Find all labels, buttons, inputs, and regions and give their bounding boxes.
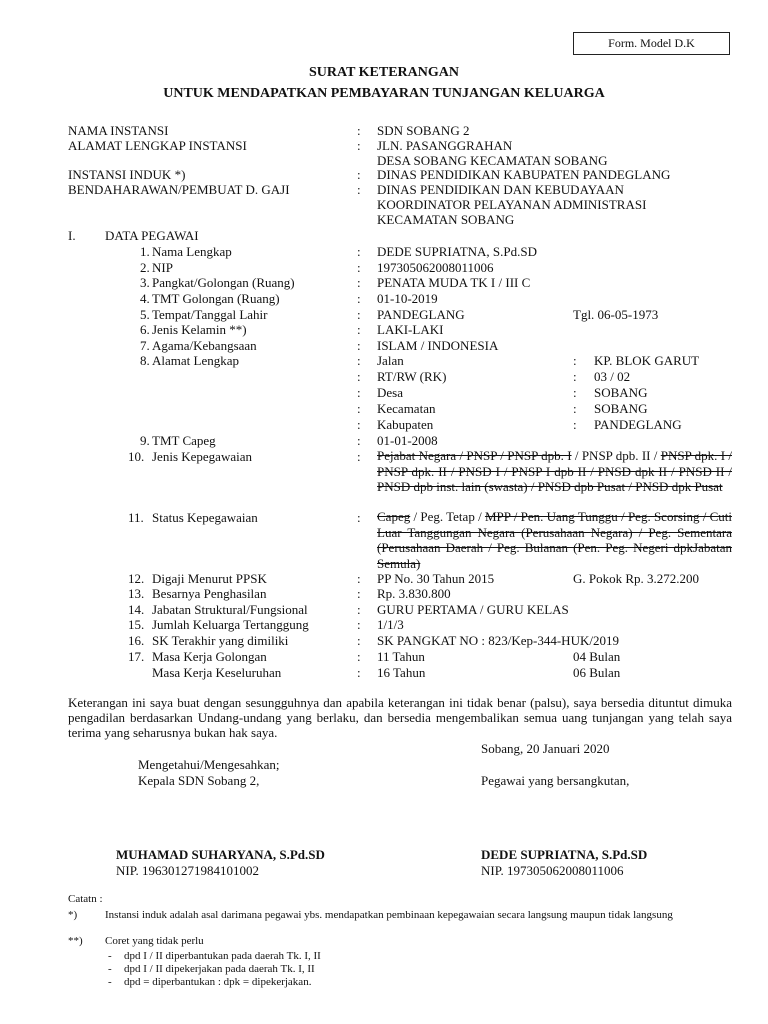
item-number: 2.: [140, 260, 150, 275]
item-label: Jumlah Keluarga Tertanggung: [152, 617, 309, 632]
item-value-secondary: 04 Bulan: [573, 649, 621, 664]
item-value: 01-10-2019: [377, 291, 438, 306]
note-marker: *): [68, 909, 78, 921]
item-value: Rp. 3.830.800: [377, 586, 451, 601]
selected-option: / PNSP dpb. II /: [571, 448, 661, 463]
bullet-text: dpd = diperbantukan : dpk = dipekerjakan.: [124, 976, 312, 988]
colon: :: [357, 665, 361, 680]
item-value: 1/1/3: [377, 617, 404, 632]
item-number: 13.: [128, 586, 145, 601]
item-label: Masa Kerja Keseluruhan: [152, 665, 282, 680]
colon: :: [357, 433, 361, 448]
address-kabupaten-label: Kabupaten: [377, 417, 434, 432]
colon: :: [357, 510, 361, 525]
colon: :: [357, 307, 361, 322]
colon: :: [357, 353, 361, 368]
bendahara-label: BENDAHARAWAN/PEMBUAT D. GAJI: [68, 182, 290, 197]
selected-option: / Peg. Tetap /: [410, 509, 485, 524]
item-number: 12.: [128, 571, 145, 586]
struck-option: MPP / Pen. Uang Tunggu / Peg. Scorsing / Cuti Luar Tanggungan Negara (Perusahaan Negara) / Peg. Sementara (Perusahaan Daerah / Peg. Bulanan (Pen. Peg. Negeri dpkJabatan Semula): [377, 509, 732, 571]
form-model-box: Form. Model D.K: [573, 32, 730, 55]
colon: :: [357, 417, 361, 432]
mengetahui-label: Mengetahui/Mengesahkan;: [138, 757, 280, 772]
alamat-instansi-label: ALAMAT LENGKAP INSTANSI: [68, 138, 247, 153]
item-label: Jenis Kepegawaian: [152, 449, 252, 464]
item-label: TMT Capeg: [152, 433, 216, 448]
note-text: Instansi induk adalah asal darimana pegawai ybs. mendapatkan pembinaan kepegawaian secara langsung maupun tidak langsung: [105, 909, 673, 921]
address-desa-value: SOBANG: [594, 385, 648, 400]
document-subtitle: UNTUK MENDAPATKAN PEMBAYARAN TUNJANGAN KELUARGA: [163, 86, 605, 101]
bullet-text: dpd I / II diperbantukan pada daerah Tk. I, II: [124, 950, 321, 962]
colon: :: [573, 353, 577, 368]
colon: :: [357, 369, 361, 384]
item-value-secondary: Tgl. 06-05-1973: [573, 307, 659, 322]
section-number: I.: [68, 228, 76, 243]
address-jalan-label: Jalan: [377, 353, 404, 368]
item-label: Agama/Kebangsaan: [152, 338, 257, 353]
document-title: SURAT KETERANGAN: [308, 65, 459, 80]
colon: :: [357, 123, 361, 138]
item-value: PENATA MUDA TK I / III C: [377, 275, 531, 290]
note-marker: **): [68, 935, 83, 947]
item-number: 3.: [140, 275, 150, 290]
item-label: NIP: [152, 260, 173, 275]
bullet-dash: -: [108, 950, 112, 962]
item-number: 9.: [140, 433, 150, 448]
signer-left-name: MUHAMAD SUHARYANA, S.Pd.SD: [116, 847, 325, 862]
item-number: 11.: [128, 510, 144, 525]
struck-option: Capeg: [377, 509, 411, 524]
item-number: 8.: [140, 353, 150, 368]
place-date: Sobang, 20 Januari 2020: [481, 741, 610, 756]
address-kecamatan-label: Kecamatan: [377, 401, 436, 416]
statement-paragraph: Keterangan ini saya buat dengan sesungguhnya dan apabila keterangan ini tidak benar (palsu), saya bersedia dituntut dimuka pengadilan berdasarkan Undang-undang yang berlaku, dan bersedia mengembalikan semua uang tunjangan yang telah saya terima yang seharusnya bukan hak saya.: [68, 695, 732, 740]
item-value: 11 Tahun: [377, 649, 425, 664]
item-value: SK PANGKAT NO : 823/Kep-344-HUK/2019: [377, 633, 619, 648]
signer-right-nip: NIP. 197305062008011006: [481, 863, 624, 878]
address-desa-label: Desa: [377, 385, 403, 400]
item-label: Tempat/Tanggal Lahir: [152, 307, 268, 322]
colon: :: [357, 617, 361, 632]
colon: :: [573, 385, 577, 400]
colon: :: [357, 260, 361, 275]
colon: :: [357, 633, 361, 648]
item-label: TMT Golongan (Ruang): [152, 291, 280, 306]
address-rtrw-label: RT/RW (RK): [377, 369, 447, 384]
alamat-instansi-line2: DESA SOBANG KECAMATAN SOBANG: [377, 153, 608, 168]
item-label: Jabatan Struktural/Fungsional: [152, 602, 308, 617]
instansi-induk-value: DINAS PENDIDIKAN KABUPATEN PANDEGLANG: [377, 167, 671, 182]
item-number: 17.: [128, 649, 145, 664]
item-value-secondary: G. Pokok Rp. 3.272.200: [573, 571, 700, 586]
item-label: Alamat Lengkap: [152, 353, 239, 368]
item-number: 15.: [128, 617, 145, 632]
kepala-label: Kepala SDN Sobang 2,: [138, 773, 260, 788]
item-number: 4.: [140, 291, 150, 306]
item-number: 6.: [140, 322, 150, 337]
item-number: 5.: [140, 307, 150, 322]
bendahara-line3: KECAMATAN SOBANG: [377, 212, 515, 227]
item-label: Jenis Kelamin **): [152, 322, 247, 337]
instansi-induk-label: INSTANSI INDUK *): [68, 167, 186, 182]
bullet-dash: -: [108, 963, 112, 975]
item-label: Digaji Menurut PPSK: [152, 571, 267, 586]
address-jalan-value: KP. BLOK GARUT: [594, 353, 700, 368]
item-value: LAKI-LAKI: [377, 322, 444, 337]
item-label: Status Kepegawaian: [152, 510, 258, 525]
nama-instansi-label: NAMA INSTANSI: [68, 123, 169, 138]
address-rtrw-value: 03 / 02: [594, 369, 631, 384]
item-value: 197305062008011006: [377, 260, 494, 275]
item-value: 01-01-2008: [377, 433, 438, 448]
colon: :: [357, 649, 361, 664]
colon: :: [357, 401, 361, 416]
bendahara-line2: KOORDINATOR PELAYANAN ADMINISTRASI: [377, 197, 647, 212]
colon: :: [357, 385, 361, 400]
struck-option: Pejabat Negara / PNSP / PNSP dpb. I: [377, 448, 572, 463]
colon: :: [357, 182, 361, 197]
colon: :: [357, 338, 361, 353]
note-text: Coret yang tidak perlu: [105, 935, 204, 947]
colon: :: [357, 275, 361, 290]
colon: :: [573, 369, 577, 384]
colon: :: [357, 449, 361, 464]
item-value: PANDEGLANG: [377, 307, 465, 322]
colon: :: [357, 138, 361, 153]
alamat-instansi-line1: JLN. PASANGGRAHAN: [377, 138, 513, 153]
signer-right-name: DEDE SUPRIATNA, S.Pd.SD: [481, 847, 648, 862]
item-value: ISLAM / INDONESIA: [377, 338, 499, 353]
item-number: 14.: [128, 602, 145, 617]
address-kecamatan-value: SOBANG: [594, 401, 648, 416]
section-title: DATA PEGAWAI: [105, 228, 199, 243]
struck-option: PNSP dpk. I / PNSP dpk. II / PNSD I / PNSP I dpb II / PNSD dpk II / PNSD II / PNSD dpb inst. lain (swasta) / PNSD dpb Pusat / PNSD dpk Pusat: [377, 448, 732, 494]
colon: :: [357, 322, 361, 337]
colon: :: [573, 401, 577, 416]
item-label: Nama Lengkap: [152, 244, 232, 259]
item-value: PP No. 30 Tahun 2015: [377, 571, 495, 586]
jenis-kepegawaian-value: [377, 448, 732, 512]
item-value-secondary: 06 Bulan: [573, 665, 621, 680]
pegawai-label: Pegawai yang bersangkutan,: [481, 773, 630, 788]
item-label: Besarnya Penghasilan: [152, 586, 267, 601]
notes-heading: Catatn :: [68, 893, 103, 905]
colon: :: [573, 417, 577, 432]
item-value: GURU PERTAMA / GURU KELAS: [377, 602, 569, 617]
item-number: 1.: [140, 244, 150, 259]
nama-instansi-value: SDN SOBANG 2: [377, 123, 470, 138]
colon: :: [357, 602, 361, 617]
bullet-dash: -: [108, 976, 112, 988]
item-number: 10.: [128, 449, 145, 464]
address-kabupaten-value: PANDEGLANG: [594, 417, 682, 432]
colon: :: [357, 244, 361, 259]
colon: :: [357, 586, 361, 601]
colon: :: [357, 571, 361, 586]
item-label: Masa Kerja Golongan: [152, 649, 267, 664]
item-number: 16.: [128, 633, 145, 648]
item-label: SK Terakhir yang dimiliki: [152, 633, 289, 648]
colon: :: [357, 291, 361, 306]
item-number: 7.: [140, 338, 150, 353]
colon: :: [357, 167, 361, 182]
bullet-text: dpd I / II dipekerjakan pada daerah Tk. I, II: [124, 963, 315, 975]
item-label: Pangkat/Golongan (Ruang): [152, 275, 295, 290]
bendahara-line1: DINAS PENDIDIKAN DAN KEBUDAYAAN: [377, 182, 624, 197]
signer-left-nip: NIP. 196301271984101002: [116, 863, 260, 878]
item-value: DEDE SUPRIATNA, S.Pd.SD: [377, 244, 537, 259]
status-kepegawaian-value: [377, 509, 732, 573]
item-value: 16 Tahun: [377, 665, 426, 680]
